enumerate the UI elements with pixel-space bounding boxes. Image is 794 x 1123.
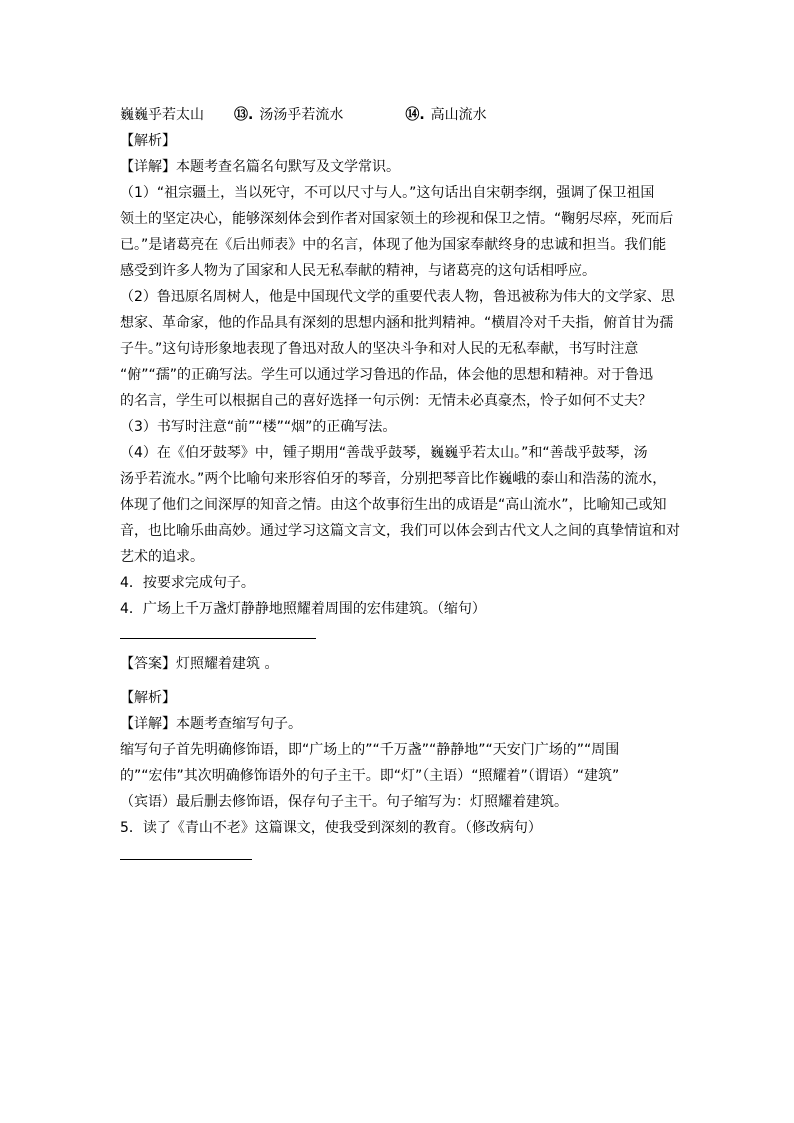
answer-blank-line[interactable] bbox=[120, 638, 316, 639]
question5-prompt: 5．读了《青山不老》这篇课文，使我受到深刻的教育。（修改病句） bbox=[120, 820, 542, 836]
detail-line: 【详解】本题考查名篇名句默写及文学常识。 bbox=[120, 159, 400, 175]
detail-line: 艺术的追求。 bbox=[120, 549, 204, 565]
answer-continuation-line bbox=[120, 102, 676, 128]
detail-line: （4）在《伯牙鼓琴》中，锺子期用“善哉乎鼓琴，巍巍乎若太山。”和“善哉乎鼓琴，汤 bbox=[120, 445, 648, 461]
detail-line: 子牛。”这句诗形象地表现了鲁迅对敌人的坚决斗争和对人民的无私奉献，书写时注意 bbox=[120, 341, 639, 357]
detail-line: （2）鲁迅原名周树人，他是中国现代文学的重要代表人物，鲁迅被称为伟大的文学家、思 bbox=[120, 289, 675, 305]
item13-answer-text: 汤汤乎若流水 bbox=[259, 107, 344, 123]
item14-answer-text: 高山流水 bbox=[430, 107, 487, 123]
detail-line: 音，也比喻乐曲高妙。通过学习这篇文言文，我们可以体会到古代文人之间的真挚情谊和对 bbox=[120, 523, 680, 539]
detail-line: “俯”“孺”的正确写法。学生可以通过学习鲁迅的作品，体会他的思想和精神。对于鲁迅 bbox=[120, 367, 654, 383]
question4-answer: 【答案】灯照耀着建筑 。 bbox=[120, 656, 279, 672]
analysis-label: 【解析】 bbox=[120, 133, 176, 149]
section3-detail bbox=[120, 154, 680, 570]
answer-blank-line[interactable] bbox=[120, 859, 252, 860]
detail-line: 的”“宏伟”其次明确修饰语外的句子主干。即“灯”（主语）“照耀着”（谓语）“建筑” bbox=[120, 768, 620, 784]
detail-line: 缩写句子首先明确修饰语，即“广场上的”“千万盏”“静静地”“天安门广场的”“周围 bbox=[120, 742, 620, 758]
detail-line: （3）书写时注意“前”“楼”“烟”的正确写法。 bbox=[120, 419, 397, 435]
detail-line: （1）“祖宗疆土，当以死守，不可以尺寸与人。”这句话出自宋朝李纲，强调了保卫祖国 bbox=[120, 185, 655, 201]
detail-line: 的名言，学生可以根据自己的喜好选择一句示例：无情未必真豪杰，怜子如何不丈夫？ bbox=[120, 393, 652, 409]
detail-line: 感受到许多人物为了国家和人民无私奉献的精神，与诸葛亮的这句话相呼应。 bbox=[120, 263, 596, 279]
question4-heading: 4．按要求完成句子。 bbox=[120, 575, 255, 591]
document-page bbox=[120, 102, 680, 860]
detail-line: 已。”是诸葛亮在《后出师表》中的名言，体现了他为国家奉献终身的忠诚和担当。我们能 bbox=[120, 237, 667, 253]
item12-tail-text: 巍巍乎若太山 bbox=[120, 107, 204, 123]
question4-prompt: 4．广场上千万盏灯静静地照耀着周围的宏伟建筑。（缩句） bbox=[120, 601, 486, 617]
item13-number: ⑬. bbox=[234, 107, 254, 123]
detail-line: 汤乎若流水。”两个比喻句来形容伯牙的琴音，分别把琴音比作巍峨的泰山和浩荡的流水， bbox=[120, 471, 667, 487]
analysis-label: 【解析】 bbox=[120, 690, 176, 706]
detail-line: 体现了他们之间深厚的知音之情。由这个故事衍生出的成语是“高山流水”，比喻知己或知 bbox=[120, 497, 667, 513]
detail-line: （宾语）最后删去修饰语，保存句子主干。句子缩写为：灯照耀着建筑。 bbox=[120, 794, 568, 810]
detail-line: 想家、革命家，他的作品具有深刻的思想内涵和批判精神。“横眉冷对千夫指，俯首甘为孺 bbox=[120, 315, 674, 331]
detail-line: 【详解】本题考查缩写句子。 bbox=[120, 716, 302, 732]
detail-line: 领土的坚定决心，能够深刻体会到作者对国家领土的珍视和保卫之情。“鞠躬尽瘁，死而后 bbox=[120, 211, 674, 227]
item14-number: ⑭. bbox=[405, 107, 425, 123]
